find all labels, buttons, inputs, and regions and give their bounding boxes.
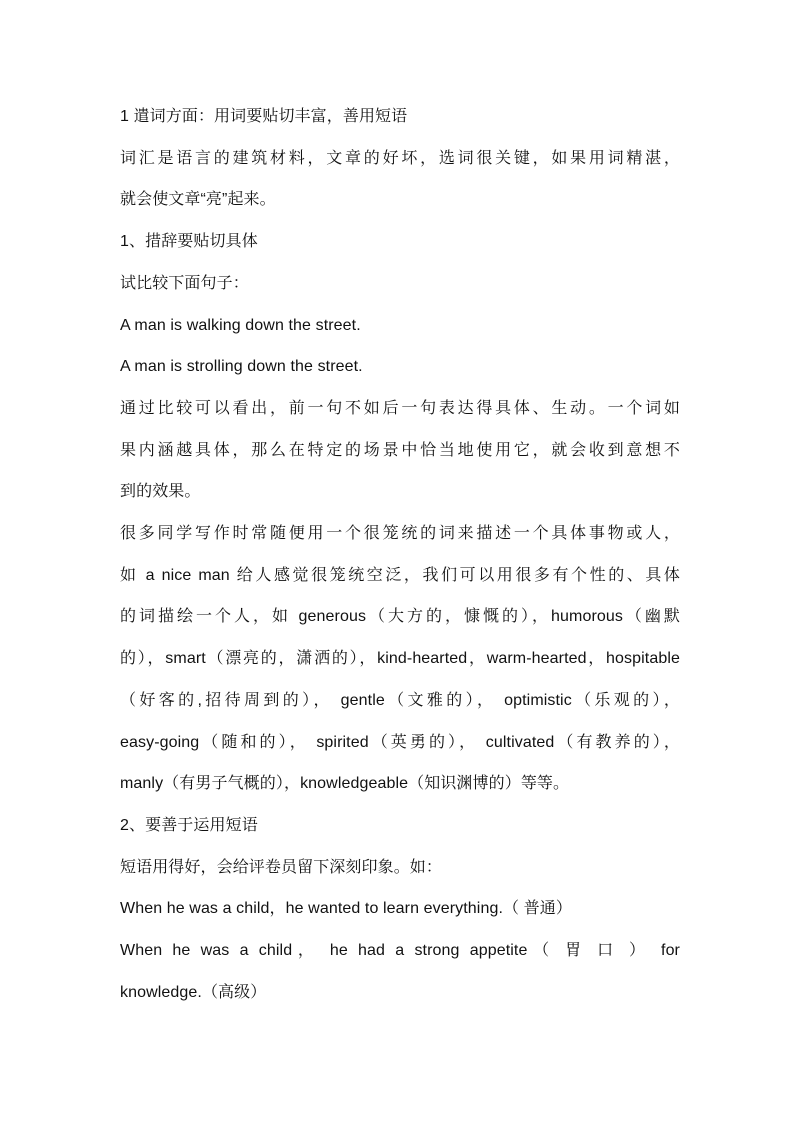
- paragraph-line: manly（有男子气概的），knowledgeable（知识渊博的）等等。: [120, 775, 570, 793]
- paragraph-line: 通过比较可以看出，前一句不如后一句表达得具体、生动。一个词如: [120, 399, 680, 417]
- section-heading: 1 遣词方面：用词要贴切丰富，善用短语: [120, 108, 408, 125]
- paragraph-line: 果内涵越具体，那么在特定的场景中恰当地使用它，就会收到意想不: [120, 441, 680, 459]
- example-sentence: knowledge.（高级）: [120, 983, 267, 1001]
- paragraph-line: 很多同学写作时常随便用一个很笼统的词来描述一个具体事物或人，: [120, 525, 680, 543]
- paragraph-line: easy-going（随和的）， spirited（英勇的）， cultivated（有教养的），: [120, 733, 680, 751]
- paragraph-line: （好客的,招待周到的）， gentle（文雅的）， optimistic（乐观的），: [120, 691, 680, 709]
- paragraph-line: 试比较下面句子：: [120, 274, 249, 292]
- example-sentence: A man is strolling down the street.: [120, 358, 363, 376]
- paragraph-line: 就会使文章“亮”起来。: [120, 191, 276, 209]
- subsection-heading: 2、要善于运用短语: [120, 816, 258, 834]
- paragraph-line: 词汇是语言的建筑材料，文章的好坏，选词很关键，如果用词精湛，: [120, 149, 680, 167]
- paragraph-line: 如 a nice man 给人感觉很笼统空泛，我们可以用很多有个性的、具体: [120, 566, 680, 584]
- subsection-heading: 1、措辞要贴切具体: [120, 233, 258, 251]
- paragraph-line: 短语用得好，会给评卷员留下深刻印象。如：: [120, 858, 443, 876]
- example-sentence: When he was a child， he had a strong appetite（ 胃 口 ） for: [120, 942, 680, 960]
- paragraph-line: 到的效果。: [120, 483, 201, 501]
- example-sentence: A man is walking down the street.: [120, 316, 361, 334]
- example-sentence: When he was a child，he wanted to learn everything.（ 普通）: [120, 900, 572, 918]
- document-page: [120, 96, 680, 1013]
- paragraph-line: 的），smart（漂亮的，潇洒的），kind-hearted，warm-hearted，hospitable: [120, 650, 680, 668]
- paragraph-line: 的词描绘一个人，如 generous（大方的，慷慨的），humorous（幽默: [120, 608, 680, 626]
